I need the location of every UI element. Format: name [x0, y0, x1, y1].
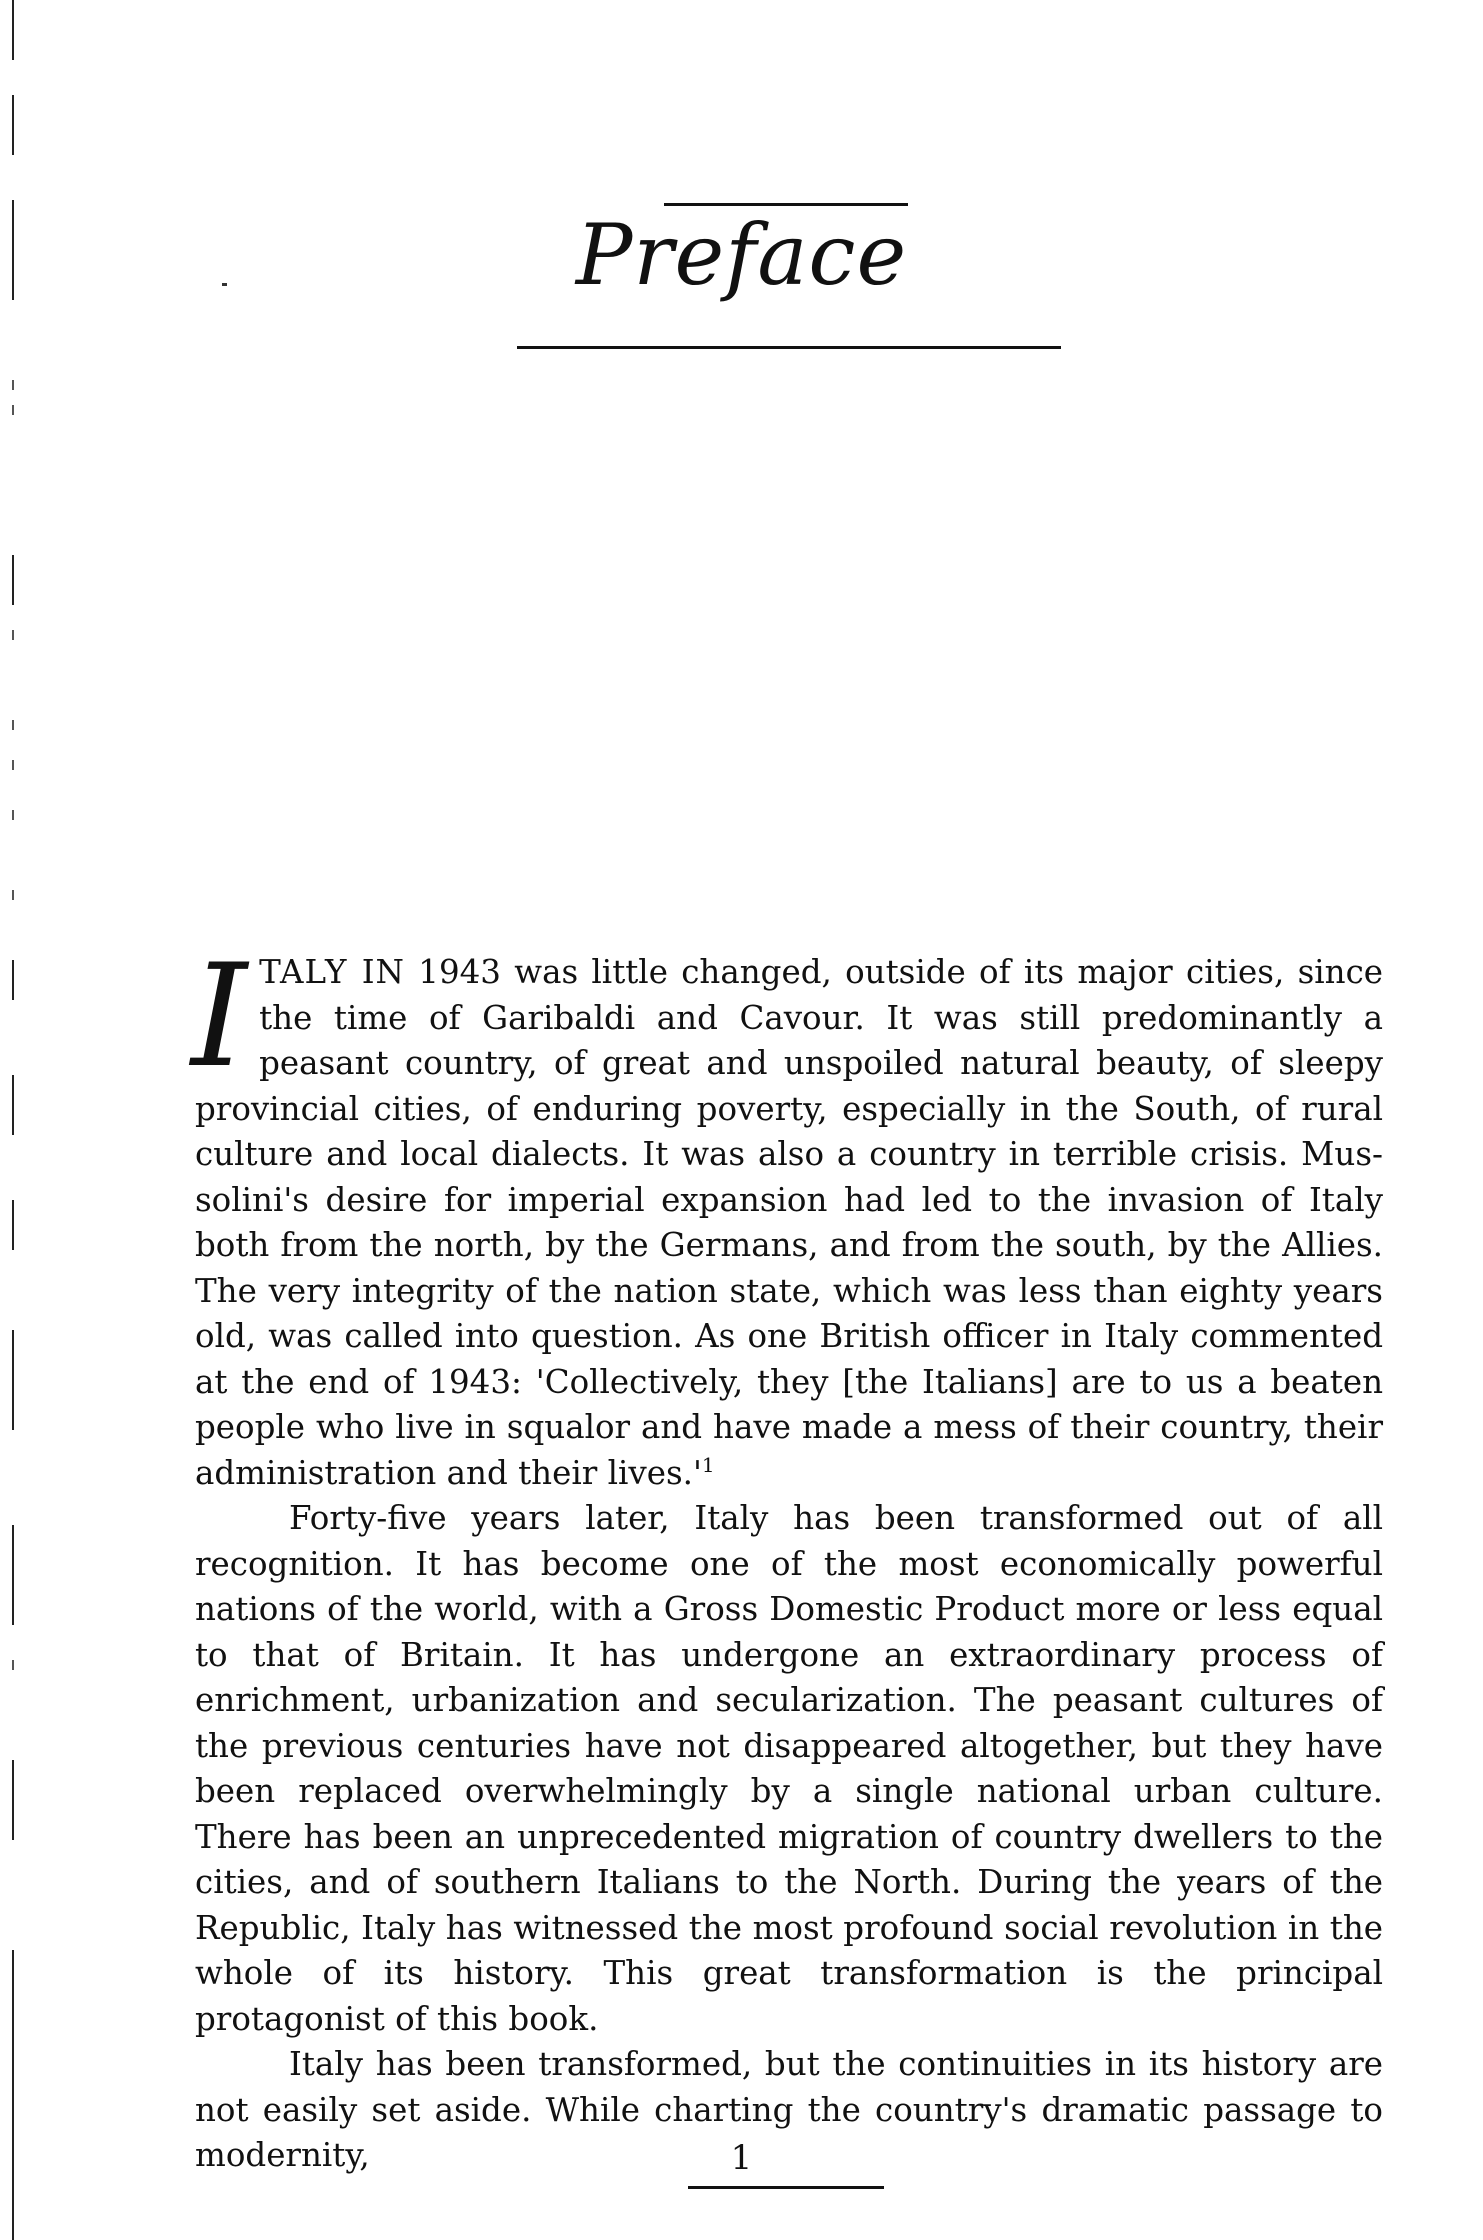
scan-edge-mark	[12, 630, 14, 640]
scan-edge-line	[12, 1525, 14, 1625]
page-number: 1	[730, 2138, 753, 2178]
opening-small-caps: TALY IN	[259, 953, 405, 991]
paragraph-1	[191, 934, 1384, 1496]
scan-edge-mark	[12, 890, 14, 900]
scan-edge-line	[12, 555, 14, 605]
scan-edge-line	[12, 95, 14, 155]
scan-edge-mark	[12, 760, 14, 770]
scan-edge-line	[12, 1950, 14, 2240]
scan-edge-mark	[12, 405, 14, 415]
paragraph-1-text: 1943 was little changed, outside of its major cities, since the time of Garibaldi and Cavour. It was still predominantly a peasant country, of great and unspoiled natural beauty, of sleepy provincial cities, of enduring poverty, especially in the South, of rural culture and local dialects. It was also a country in terrible crisis. Mussolini's desire for imperial expansion had led to the invasion of Italy both from the north, by the Germans, and from the south, by the Allies. The very integrity of the nation state, which was less than eighty years old, was called into question. As one British officer in Italy commented at the end of 1943: 'Collectively, they [the Italians] are to us a beaten people who live in squalor and have made a mess of their country, their administration and their lives.'	[195, 953, 1384, 1492]
scan-edge-mark	[12, 810, 14, 820]
scan-edge-line	[12, 1760, 14, 1840]
scan-edge-line	[12, 1075, 14, 1135]
paragraph-3: Italy has been transformed, but the continuities in its history are not easily set aside. While charting the country's dramatic passage to modernity,	[195, 2045, 1383, 2174]
drop-cap: I	[191, 934, 248, 1099]
page-title: Preface	[575, 206, 908, 304]
scan-edge-line	[12, 0, 14, 60]
footnote-marker: 1	[701, 1452, 715, 1477]
body-text	[191, 934, 1384, 2179]
scan-edge-mark	[12, 1660, 14, 1670]
paragraph-2: Forty-five years later, Italy has been transformed out of all recognition. It has become one of the most economically powerful nations of the world, with a Gross Domestic Product more or less equal to that of Britain. It has undergone an extraordinary process of enrichment, urbanization and secularization. The peasant cultures of the previous centuries have not disappeared altogether, but they have been replaced overwhelmingly by a single national urban culture. There has been an unprecedented migration of country dwellers to the cities, and of southern Italians to the North. During the years of the Republic, Italy has witnessed the most profound social revolution in the whole of its history. This great transformation is the principal protagonist of this book.	[195, 1499, 1383, 2038]
title-rule-bottom	[517, 346, 1061, 349]
scan-edge-mark	[12, 720, 14, 730]
page-number-rule	[688, 2186, 884, 2189]
scan-edge-line	[12, 1330, 14, 1430]
scan-edge-line	[12, 960, 14, 1000]
scan-edge-line	[12, 1200, 14, 1250]
scan-edge-mark	[12, 380, 14, 390]
